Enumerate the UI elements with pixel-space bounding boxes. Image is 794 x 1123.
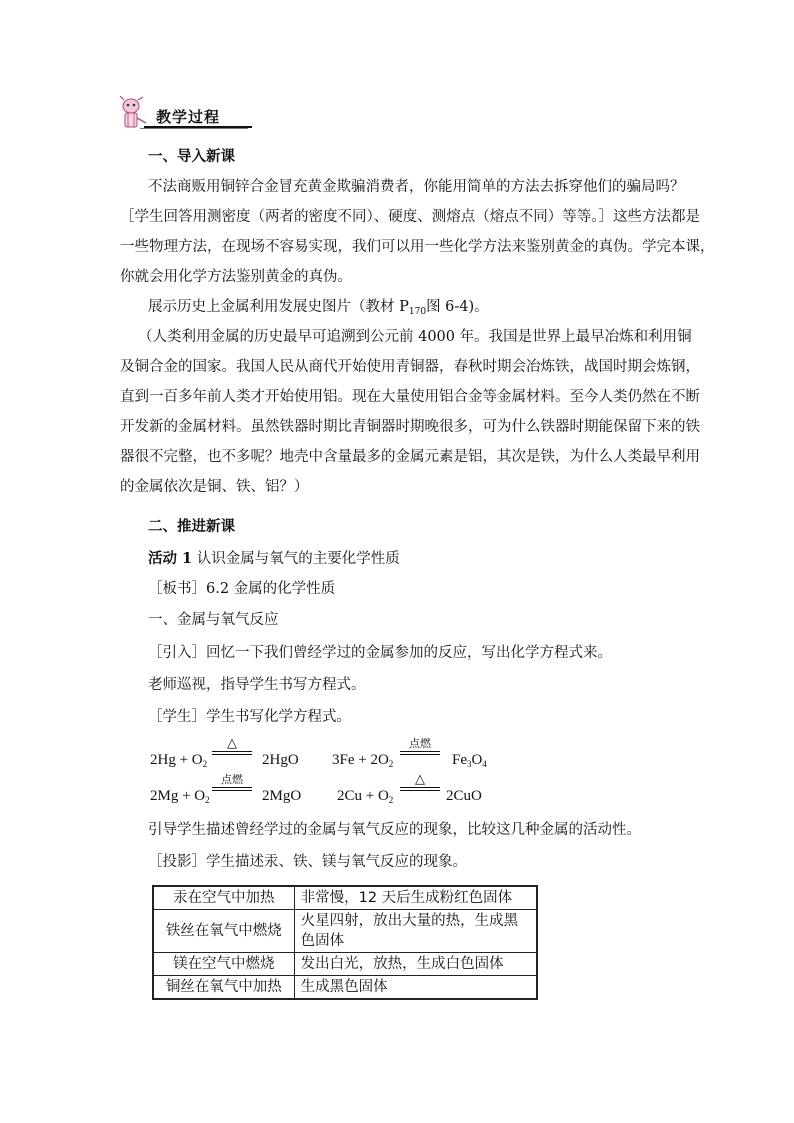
eq-reactants: 3Fe + 2O — [332, 752, 389, 768]
paragraph-line: 器很不完整，也不多呢？地壳中含量最多的金属元素是铝，其次是铁，为什么人类最早利用 — [120, 449, 700, 465]
table-cell-experiment: 铜丝在氧气中加热 — [153, 976, 294, 1000]
text-span: 图 6-4)。 — [426, 299, 489, 315]
double-line — [400, 787, 440, 791]
subscript: 2 — [205, 795, 210, 805]
text-span: 展示历史上金属利用发展史图片（教材 P — [148, 299, 409, 315]
paragraph-line: 开发新的金属材料。虽然铁器时期比青铜器时期晚很多，可为什么铁器时期能保留下来的铁 — [120, 419, 700, 435]
table-cell-observation: 火星四射，放出大量的热，生成黑色固体 — [294, 910, 537, 953]
equation-cu — [337, 788, 393, 805]
paragraph-line: 你就会用化学方法鉴别黄金的真伪。 — [120, 269, 352, 285]
subscript: 2 — [202, 759, 208, 769]
reaction-condition — [400, 774, 440, 791]
paragraph-line: ［学生回答用测密度（两者的密度不同）、硬度、测熔点（熔点不同）等等。］这些方法都是 — [120, 209, 700, 225]
section-heading-2: 二、推进新课 — [148, 518, 235, 535]
subscript: 2 — [388, 759, 394, 769]
double-line — [212, 751, 252, 755]
text-span: Fe — [452, 752, 467, 768]
subscript: 170 — [408, 307, 427, 317]
heat-symbol: △ — [227, 736, 237, 751]
reaction-phenomena-table — [152, 885, 538, 1000]
paragraph-line: 不法商贩用铜锌合金冒充黄金欺骗消费者，你能用简单的方法去拆穿他们的骗局吗？ — [148, 179, 685, 195]
guide-note: 引导学生描述曾经学过的金属与氧气反应的现象，比较这几种金属的活动性。 — [148, 822, 641, 838]
activity-label: 活动 1 — [148, 550, 193, 567]
paragraph-line: （人类利用金属的历史最早可追溯到公元前 4000 年。我国是世界上最早冶炼和利用铜 — [138, 329, 692, 345]
reaction-condition — [212, 774, 252, 791]
subscript: 3 — [467, 759, 472, 769]
subscript: 2 — [388, 795, 394, 805]
table-cell-experiment: 铁丝在氧气中燃烧 — [153, 910, 294, 953]
paragraph-line: 一些物理方法，在现场不容易实现，我们可以用一些化学方法来鉴别黄金的真伪。学完本课， — [120, 239, 715, 255]
section-title: 教学过程 — [156, 108, 221, 126]
table-row — [153, 886, 537, 910]
table-cell-observation: 发出白光，放热，生成白色固体 — [294, 953, 537, 976]
equation-hg — [150, 752, 207, 769]
section-heading-1: 一、导入新课 — [148, 148, 235, 165]
banner-underline-shadow — [140, 128, 248, 129]
student-note: ［学生］学生书写化学方程式。 — [148, 709, 351, 725]
eq-product: 2MgO — [262, 788, 302, 804]
section-banner — [116, 96, 240, 132]
reaction-condition — [400, 738, 440, 755]
ignite-label: 点燃 — [221, 773, 243, 786]
eq-product — [452, 752, 487, 769]
activity-heading — [148, 549, 708, 569]
eq-reactants: 2Cu + O — [337, 788, 389, 804]
heat-symbol: △ — [415, 772, 425, 787]
table-cell-experiment: 镁在空气中燃烧 — [153, 953, 294, 976]
table-cell-observation: 非常慢，12 天后生成粉红色固体 — [294, 886, 537, 910]
double-line — [212, 787, 252, 791]
table-row — [153, 976, 537, 1000]
double-line — [400, 751, 440, 755]
eq-reactants: 2Hg + O — [150, 752, 203, 768]
eq-reactants: 2Mg + O — [150, 788, 206, 804]
eq-product: 2CuO — [446, 788, 482, 804]
activity-text: 认识金属与氧气的主要化学性质 — [192, 551, 400, 567]
board-note: ［板书］6.2 金属的化学性质 — [148, 581, 336, 597]
table-row — [153, 953, 537, 976]
paragraph-line — [148, 297, 708, 322]
paragraph-line: 及铜合金的国家。我国人民从商代开始使用青铜器，春秋时期会冶炼铁，战国时期会炼钢， — [120, 359, 700, 375]
equation-fe — [332, 752, 393, 769]
equation-mg — [150, 788, 210, 805]
ignite-label: 点燃 — [409, 737, 431, 750]
text-span: O — [471, 752, 483, 768]
reaction-condition — [212, 738, 252, 755]
subscript: 4 — [482, 759, 487, 769]
table-cell-experiment: 汞在空气中加热 — [153, 886, 294, 910]
projection-note: ［投影］学生描述汞、铁、镁与氧气反应的现象。 — [148, 854, 467, 870]
intro-note: ［引入］回忆一下我们曾经学过的金属参加的反应，写出化学方程式来。 — [148, 645, 612, 661]
paragraph-line: 直到一百多年前人类才开始使用铝。现在大量使用铝合金等金属材料。至今人类仍然在不断 — [120, 389, 700, 405]
paragraph-line: 的金属依次是铜、铁、铝？） — [120, 479, 309, 495]
eq-product: 2HgO — [262, 752, 299, 768]
teacher-note: 老师巡视，指导学生书写方程式。 — [148, 677, 366, 693]
subsection-heading: 一、金属与氧气反应 — [148, 612, 279, 628]
table-cell-observation: 生成黑色固体 — [294, 976, 537, 1000]
table-row — [153, 910, 537, 953]
